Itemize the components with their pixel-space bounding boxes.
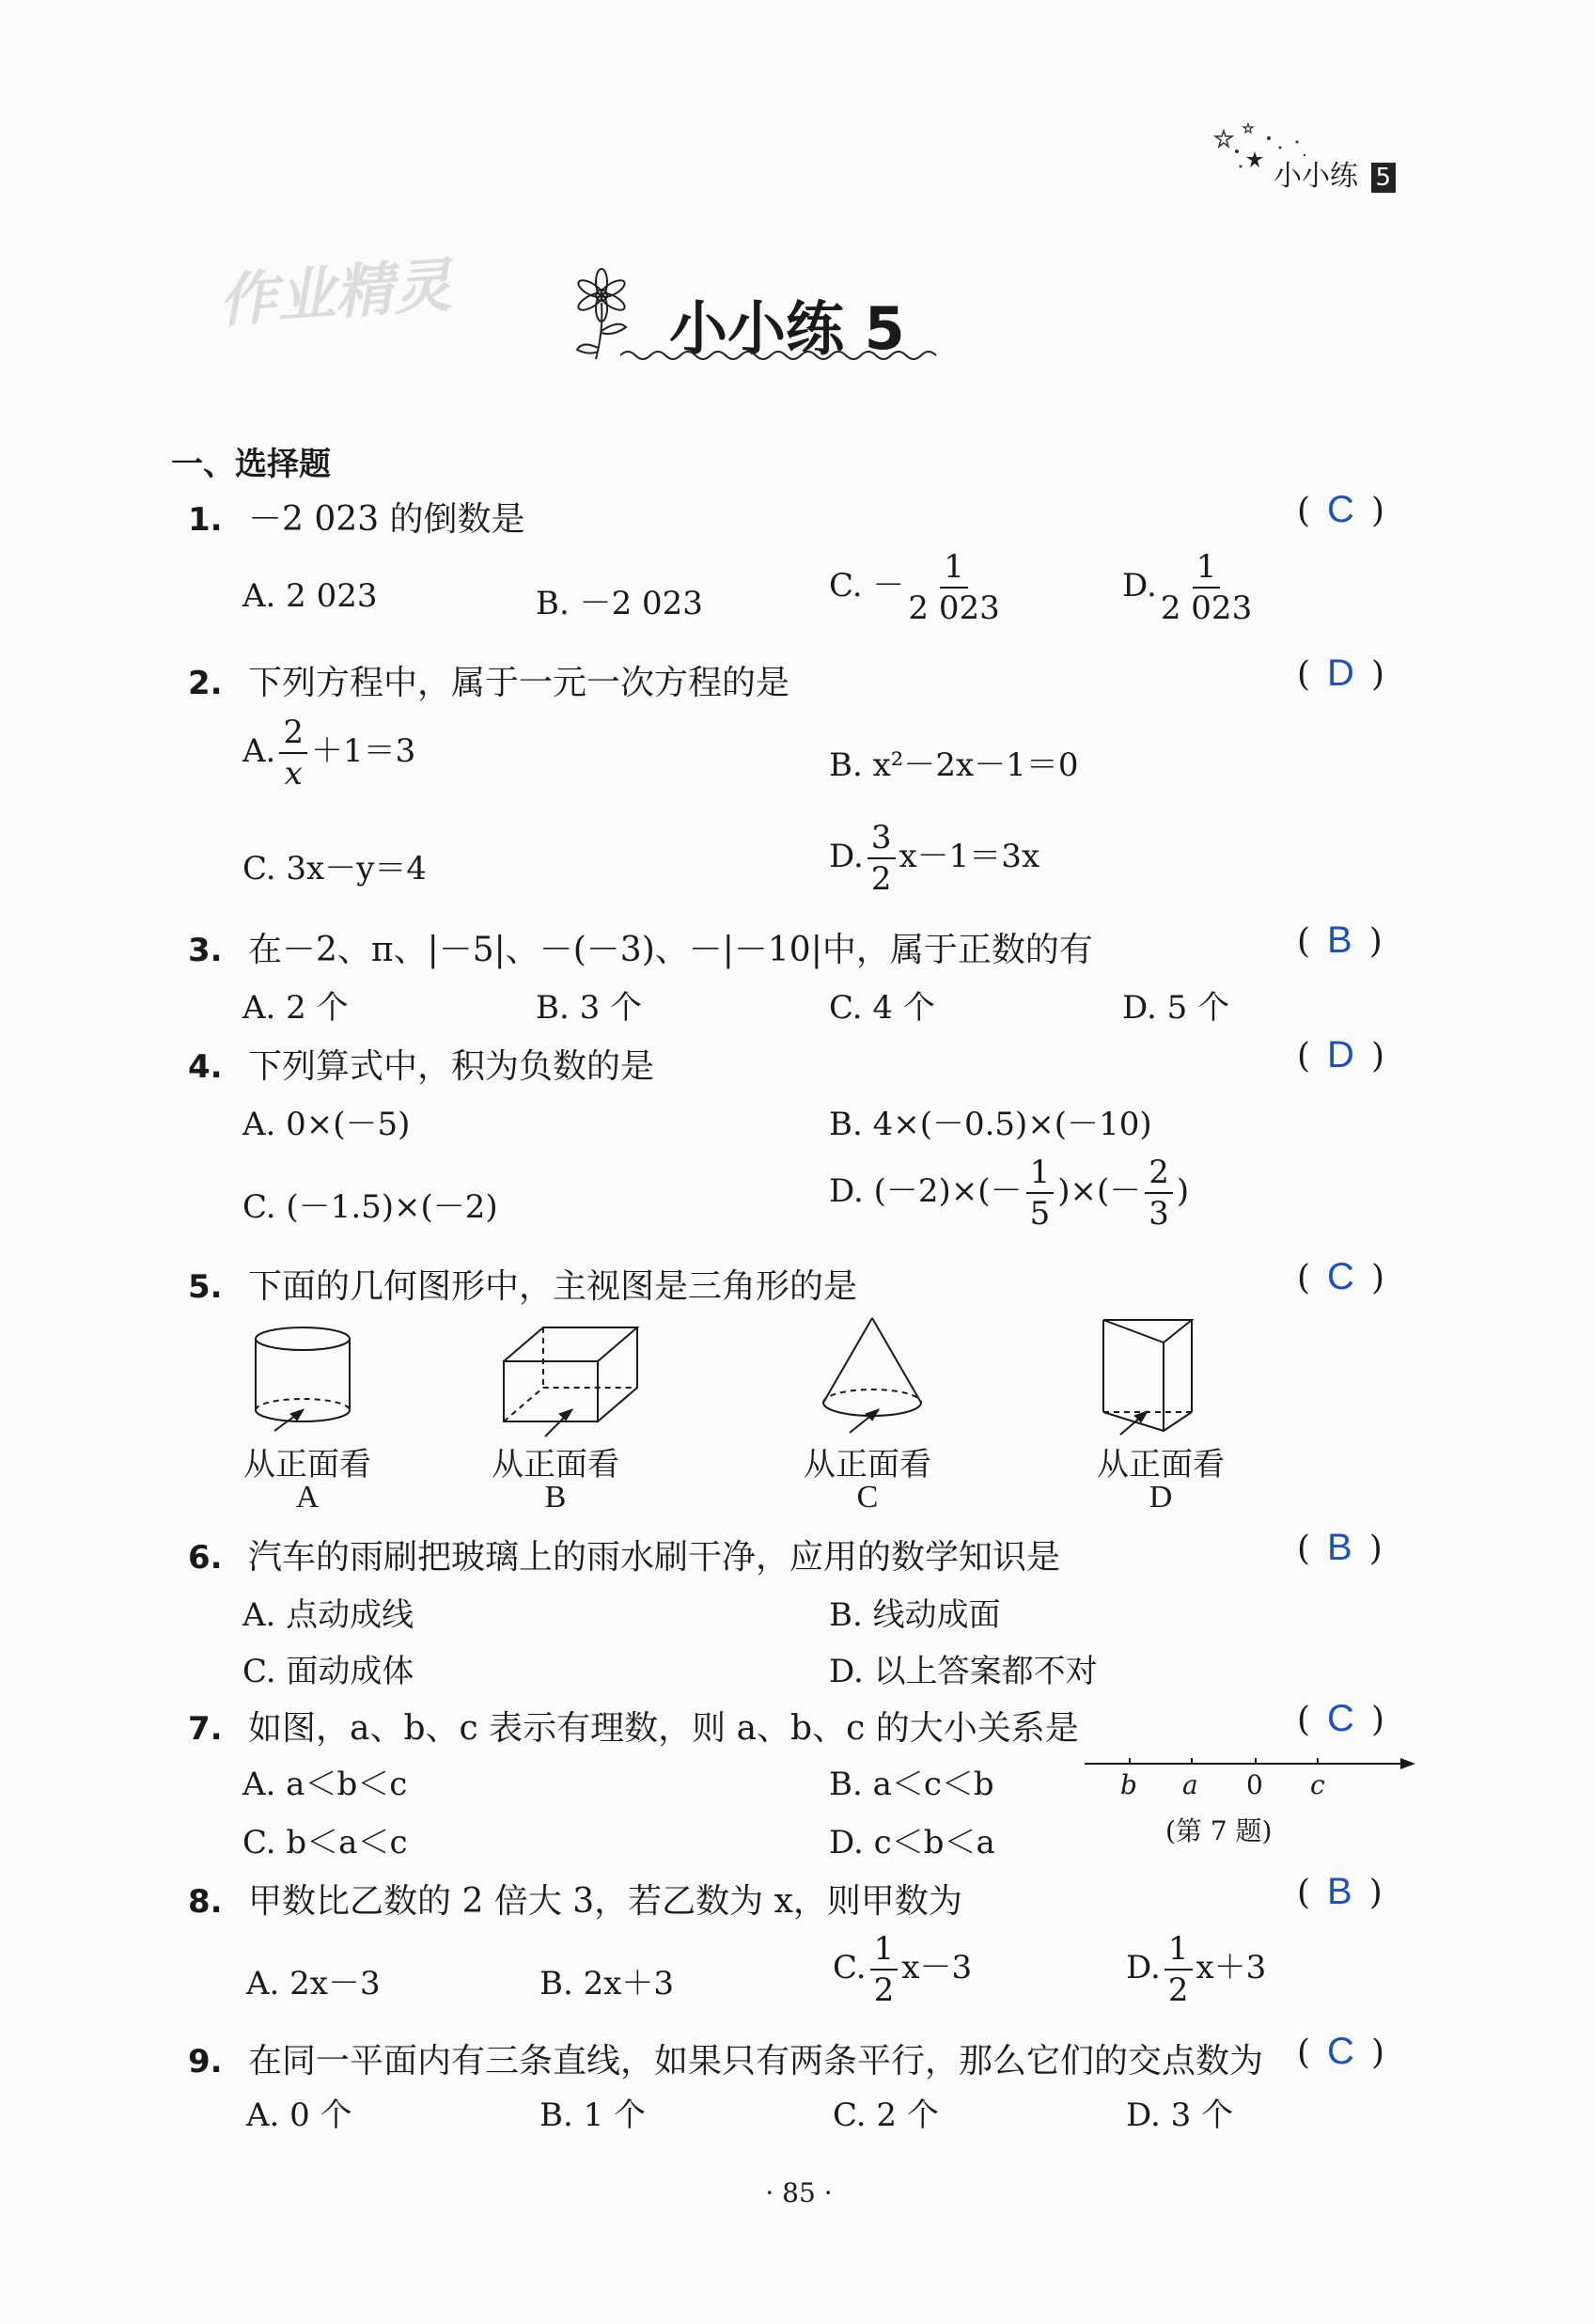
- answer-letter: C: [1327, 1698, 1354, 1739]
- answer-5: ( C ): [1297, 1256, 1384, 1297]
- number-line-label-c: c: [1310, 1769, 1325, 1800]
- option-c: C. b＜a＜c: [242, 1824, 408, 1861]
- option-d: D. (－2)×(－ $\frac{1}{5}$ )×(－ $\frac{2}{3}$ ): [829, 1154, 1190, 1233]
- question-number: 4.: [188, 1048, 223, 1086]
- option-c: C. (－1.5)×(－2): [242, 1188, 498, 1226]
- view-label-c: 从正面看: [804, 1446, 931, 1484]
- header-section-number: 5: [1371, 163, 1397, 193]
- title-wavy-underline: [620, 346, 940, 365]
- question-1: [188, 493, 525, 541]
- option-a: A. 0×(－5): [242, 1106, 411, 1143]
- answer-9: ( C ): [1297, 2031, 1384, 2072]
- cone-figure: [812, 1312, 934, 1440]
- option-d: D. 3 个: [1126, 2096, 1234, 2134]
- option-b: B. －2 023: [536, 585, 703, 622]
- number-line-label-b: b: [1120, 1769, 1137, 1800]
- view-label-a: 从正面看: [243, 1446, 371, 1484]
- option-c: C. $\frac{1}{2}$ x－3: [833, 1930, 973, 2009]
- answer-letter: B: [1327, 1527, 1352, 1568]
- question-3: [188, 923, 1093, 971]
- answer-6: ( B ): [1297, 1527, 1383, 1568]
- option-a: A. 2 个: [242, 989, 349, 1027]
- question-number: 1.: [188, 501, 223, 539]
- option-a: A. 2 023: [242, 577, 378, 615]
- figure-label-a: A: [295, 1480, 320, 1515]
- answer-7: ( C ): [1297, 1698, 1384, 1739]
- figure-caption: (第 7 题): [1165, 1815, 1273, 1846]
- page-number: · 85 ·: [765, 2177, 833, 2208]
- question-stem: －2 023 的倒数是: [248, 500, 525, 539]
- question-stem: 如图，a、b、c 表示有理数，则 a、b、c 的大小关系是: [248, 1709, 1079, 1748]
- question-8: [188, 1875, 962, 1923]
- option-d: D. $\frac{1}{2 023}$: [1122, 548, 1253, 627]
- question-stem: 下列算式中，积为负数的是: [248, 1047, 655, 1086]
- option-a: A. 2x－3: [246, 1965, 381, 2002]
- option-b: B. 1 个: [539, 2096, 647, 2134]
- figure-label-d: D: [1149, 1480, 1173, 1515]
- question-9: [188, 2034, 1263, 2082]
- answer-1: ( C ): [1297, 489, 1384, 530]
- header-section: 小小练: [1274, 160, 1358, 193]
- option-d: D. c＜b＜a: [829, 1824, 995, 1861]
- option-b: B. x²－2x－1＝0: [829, 746, 1079, 784]
- page-title: 小小练 5: [669, 294, 905, 363]
- question-stem: 在－2、π、|－5|、－(－3)、－|－10|中，属于正数的有: [248, 931, 1093, 969]
- section-title: 一、选择题: [171, 446, 331, 483]
- question-number: 9.: [188, 2043, 223, 2081]
- option-b: B. 3 个: [536, 989, 643, 1027]
- answer-letter: D: [1327, 1034, 1354, 1076]
- option-d: D. $\frac{1}{2}$ x＋3: [1126, 1930, 1267, 2009]
- view-label-d: 从正面看: [1097, 1446, 1225, 1484]
- option-a: A. 点动成线: [242, 1596, 414, 1634]
- question-stem: 在同一平面内有三条直线，如果只有两条平行，那么它们的交点数为: [248, 2042, 1264, 2081]
- question-4: [188, 1040, 654, 1088]
- option-c: C. 4 个: [829, 989, 935, 1027]
- answer-2: ( D ): [1297, 652, 1384, 694]
- answer-letter: D: [1327, 652, 1354, 694]
- answer-letter: C: [1327, 489, 1354, 530]
- answer-letter: B: [1327, 1871, 1352, 1912]
- option-a: A. $\frac{2}{x}$ ＋1＝3: [242, 714, 416, 793]
- option-d: D. 5 个: [1122, 989, 1230, 1027]
- number-line-label-0: 0: [1246, 1769, 1263, 1800]
- question-2: [188, 656, 789, 704]
- question-number: 7.: [188, 1710, 223, 1748]
- answer-letter: C: [1327, 1256, 1354, 1297]
- option-c: C. － $\frac{1}{2 023}$: [829, 548, 1000, 627]
- option-b: B. 4×(－0.5)×(－10): [829, 1106, 1152, 1143]
- answer-3: ( B ): [1297, 919, 1383, 961]
- question-stem: 下面的几何图形中，主视图是三角形的是: [248, 1267, 858, 1306]
- question-5: [188, 1260, 857, 1308]
- option-c: C. 3x－y＝4: [242, 850, 428, 887]
- figure-label-c: C: [856, 1480, 879, 1515]
- answer-8: ( B ): [1297, 1871, 1383, 1912]
- cylinder-figure: [246, 1324, 359, 1437]
- option-b: B. a＜c＜b: [829, 1766, 994, 1803]
- option-b: B. 2x＋3: [539, 1965, 675, 2002]
- answer-letter: B: [1327, 919, 1352, 961]
- question-stem: 下列方程中，属于一元一次方程的是: [248, 664, 790, 702]
- option-c: C. 2 个: [833, 2096, 939, 2134]
- cuboid-figure: [496, 1320, 647, 1442]
- option-d: D. $\frac{3}{2}$ x－1＝3x: [829, 819, 1040, 898]
- prism-figure: [1098, 1314, 1201, 1442]
- question-number: 3.: [188, 932, 223, 969]
- option-b: B. 线动成面: [829, 1596, 1001, 1634]
- option-a: A. 0 个: [246, 2096, 352, 2134]
- answer-letter: C: [1327, 2031, 1354, 2072]
- question-stem: 汽车的雨刷把玻璃上的雨水刷干净，应用的数学知识是: [248, 1538, 1061, 1577]
- running-header: [1274, 152, 1396, 194]
- option-c: C. 面动成体: [242, 1653, 414, 1690]
- view-label-b: 从正面看: [492, 1446, 619, 1484]
- question-number: 5.: [188, 1268, 223, 1306]
- question-number: 6.: [188, 1539, 223, 1577]
- question-7: [188, 1702, 1079, 1750]
- answer-4: ( D ): [1297, 1034, 1384, 1076]
- question-number: 8.: [188, 1883, 223, 1921]
- question-number: 2.: [188, 665, 223, 702]
- option-d: D. 以上答案都不对: [829, 1653, 1098, 1690]
- question-6: [188, 1531, 1060, 1578]
- number-line-label-a: a: [1182, 1769, 1198, 1800]
- question-stem: 甲数比乙数的 2 倍大 3，若乙数为 x，则甲数为: [248, 1882, 962, 1921]
- figure-label-b: B: [544, 1480, 567, 1515]
- option-a: A. a＜b＜c: [242, 1766, 408, 1803]
- watermark: 作业精灵: [216, 250, 454, 336]
